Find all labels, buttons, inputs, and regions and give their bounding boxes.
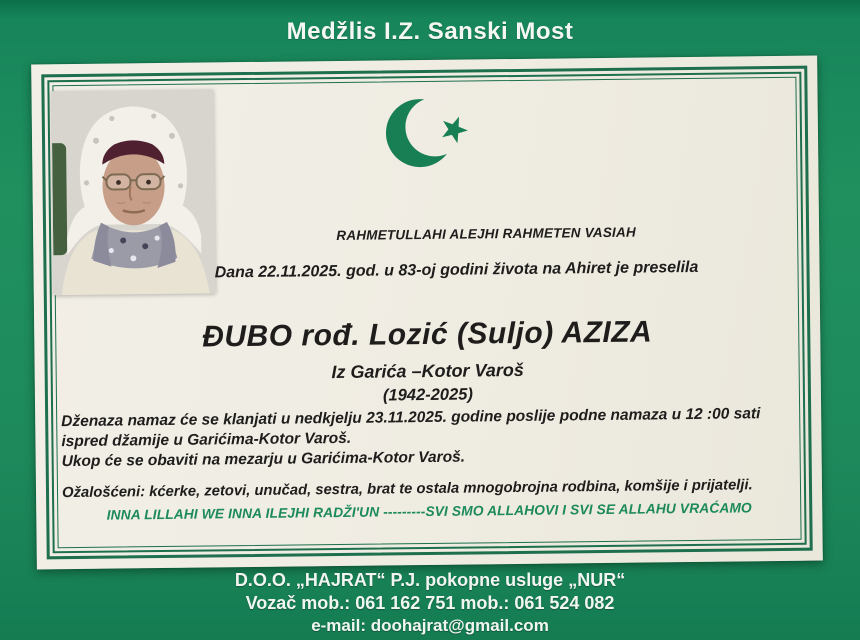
organization-title: Medžlis I.Z. Sanski Most [286, 18, 574, 45]
death-announcement: Dana 22.11.2025. god. u 83-oj godini života na Ahiret je preselila [214, 258, 699, 282]
phone-numbers: Vozač mob.: 061 162 751 mob.: 061 524 082 [245, 593, 615, 613]
burial-details: Ukop će se obaviti na mezarju u Garićima-Kotor Varoš. [61, 448, 466, 471]
life-years: (1942-2025) [382, 385, 473, 405]
funeral-company: D.O.O. „HAJRAT“ P.J. pokopne usluge „NUR“ [234, 570, 626, 590]
invocation-text: RAHMETULLAHI ALEJHI RAHMETEN VASIAH [336, 224, 636, 244]
deceased-name: ĐUBO rođ. Lozić (Suljo) AZIZA [202, 315, 653, 354]
email-address: e-mail: doohajrat@gmail.com [311, 616, 549, 635]
mourners-text: Ožalošćeni: kćerke, zetovi, unučad, sestra, brat te ostala mnogobrojna rodbina, komšije i prijatelji. [61, 477, 753, 502]
memorial-card [31, 56, 823, 570]
crescent-star-icon [377, 89, 498, 175]
funeral-details: Dženaza namaz će se klanjati u nedkjelju 23.11.2025. godine poslije podne namaza u 12 :00 sati ispred džamije u Garićima-Kotor Varoš. [61, 405, 761, 451]
quranic-quote: INNA LILLAHI WE INNA ILEJHI RADŽI'UN ---------SVI SMO ALLAHOVI I SVI SE ALLAHU VRAĆAMO [106, 500, 752, 523]
origin-text: Iz Garića –Kotor Varoš [331, 359, 524, 383]
